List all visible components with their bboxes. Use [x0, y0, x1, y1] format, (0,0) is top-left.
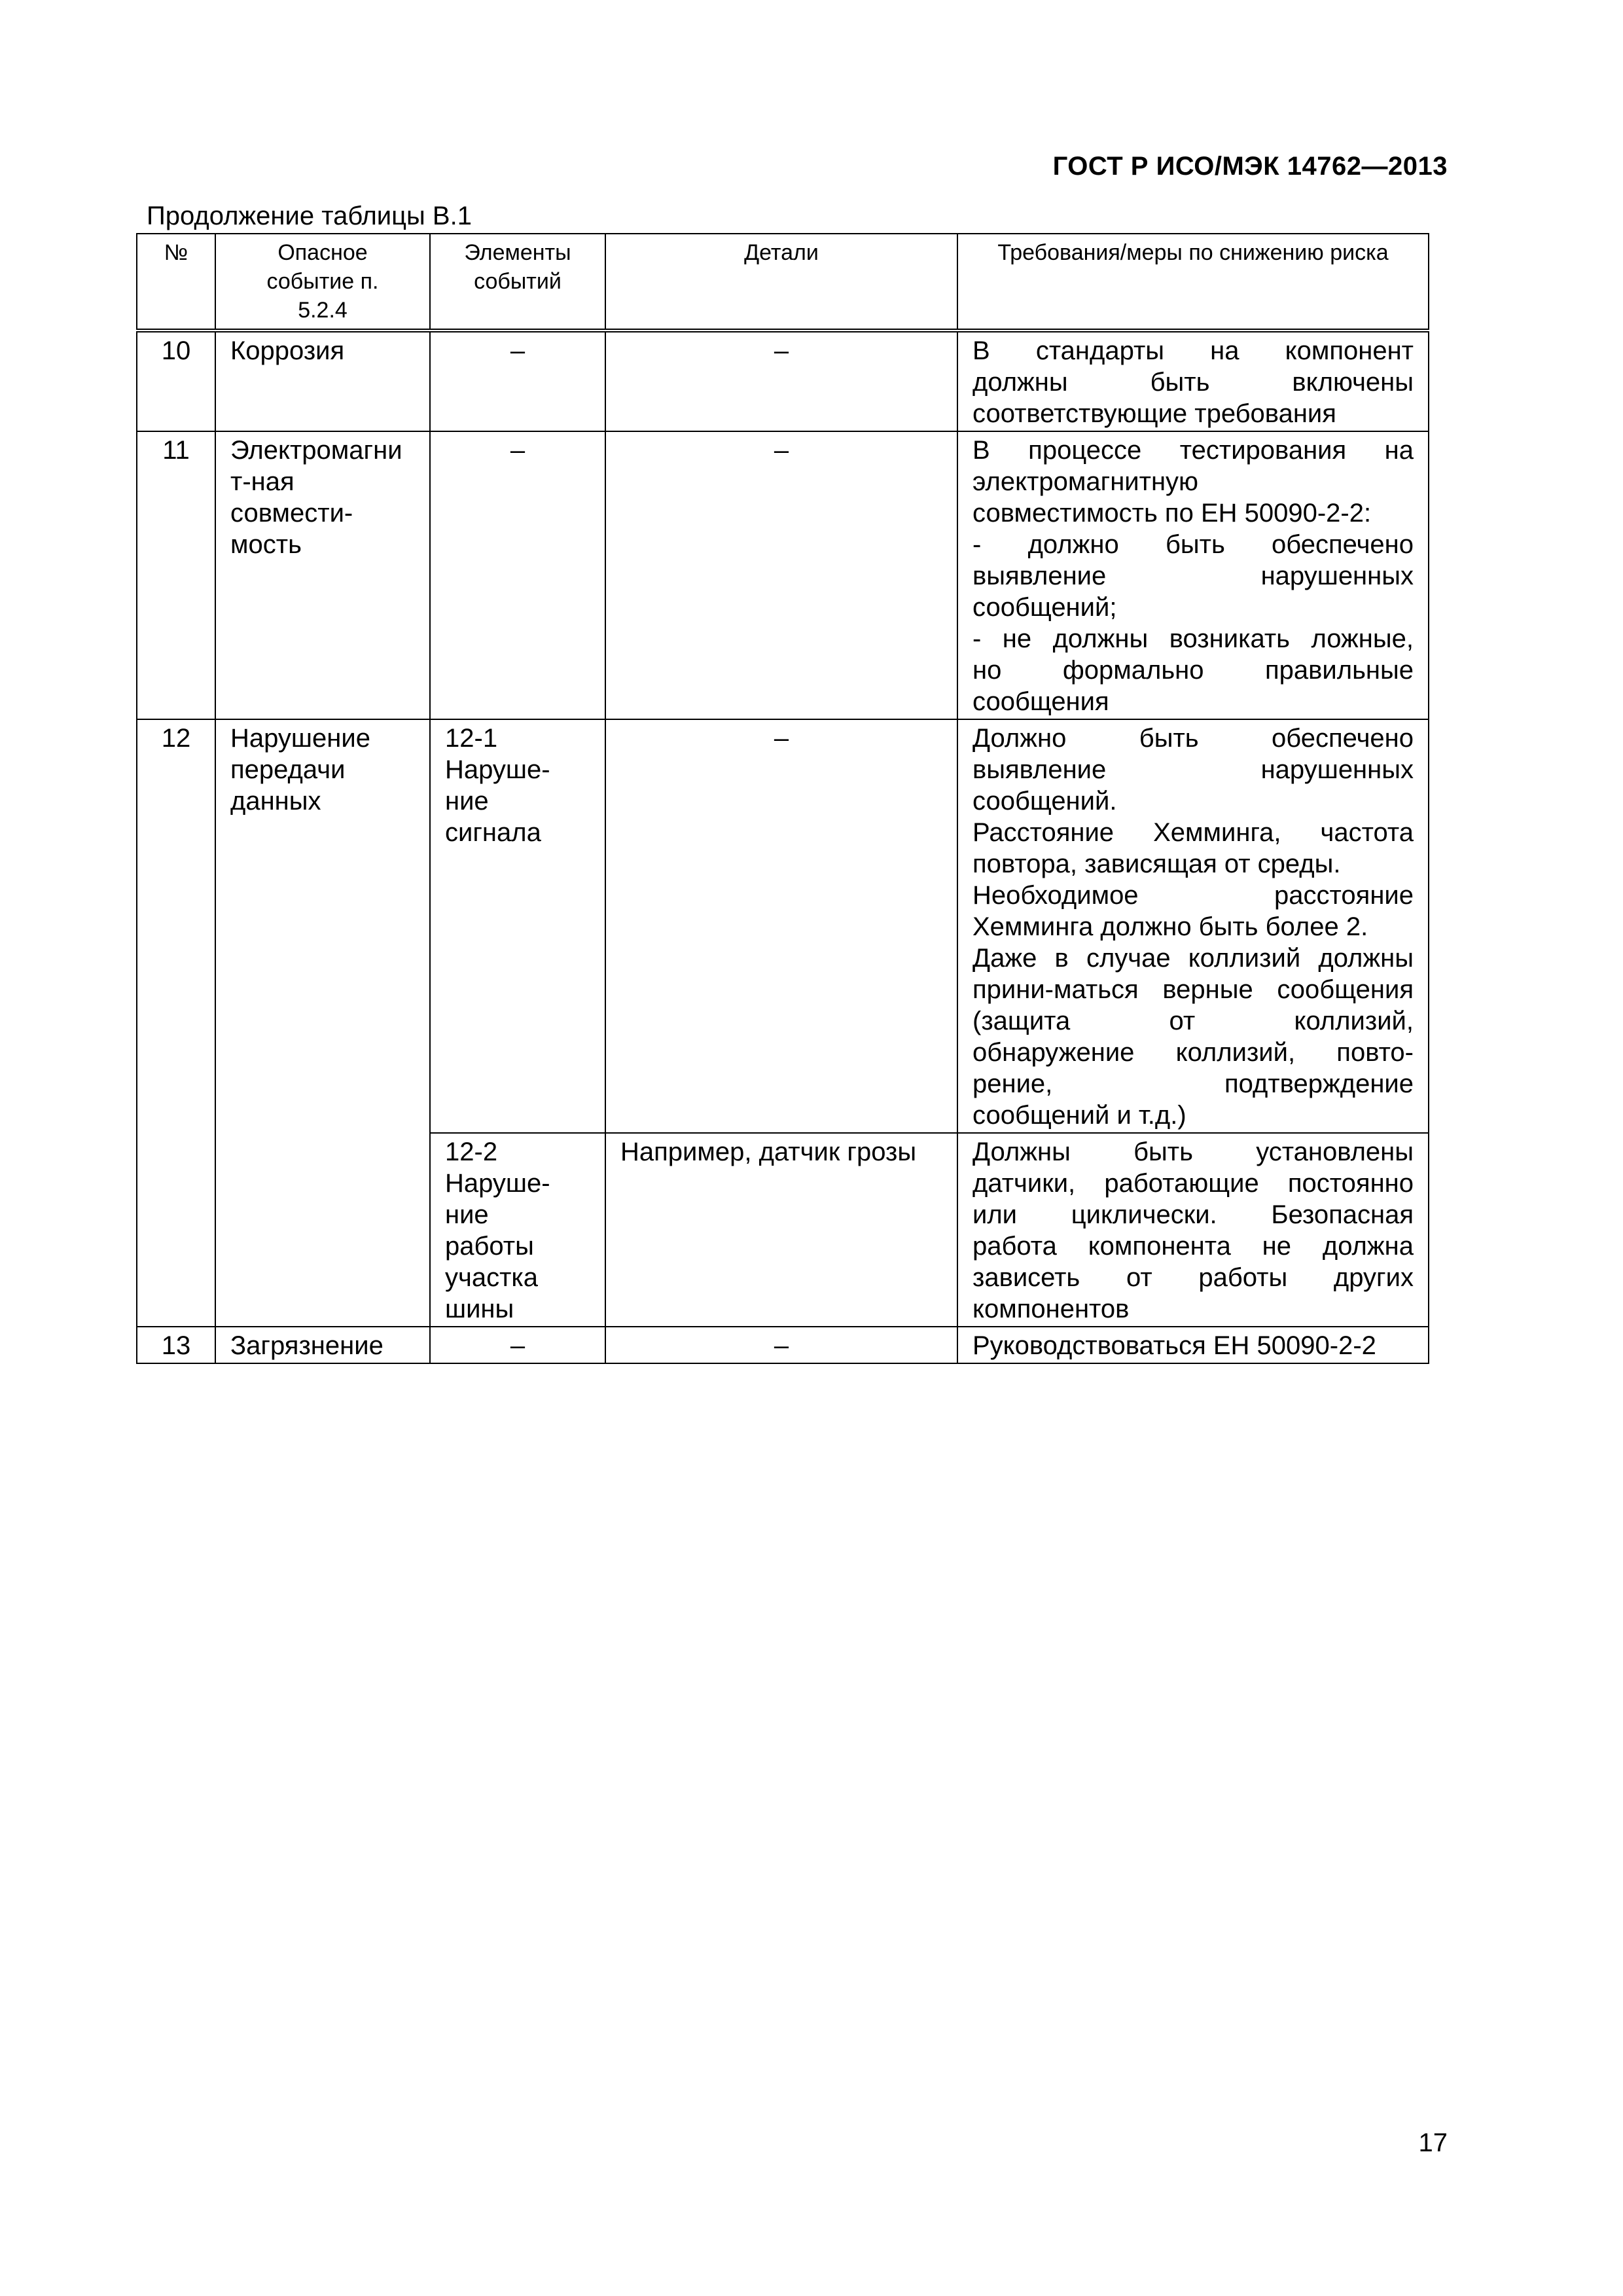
event-elements-cell	[430, 1327, 605, 1363]
hazard-event-cell	[215, 1327, 430, 1363]
cell-line: должны быть включены	[972, 368, 1414, 397]
measures-cell	[957, 331, 1429, 431]
cell-line: –	[510, 336, 526, 365]
cell-line: (защита от коллизий,	[972, 1007, 1414, 1035]
table-row	[137, 431, 1429, 719]
event-elements-cell	[430, 431, 605, 719]
cell-line: датчики, работающие постоянно	[972, 1169, 1414, 1198]
event-elements-cell	[430, 719, 605, 1133]
cell-line: Коррозия	[230, 336, 345, 365]
cell-line: - не должны возникать ложные,	[972, 624, 1414, 653]
header-line: Элементы	[464, 240, 571, 265]
cell-line: Хемминга должно быть более 2.	[972, 912, 1368, 941]
cell-line: данных	[230, 787, 321, 816]
cell-line: шины	[445, 1295, 514, 1323]
cell-line: Даже в случае коллизий должны	[972, 944, 1414, 973]
details-cell: –	[605, 331, 957, 431]
cell-line: передачи	[230, 755, 346, 784]
measures-cell	[957, 1327, 1429, 1363]
cell-line: зависеть от работы других	[972, 1263, 1414, 1292]
measures-cell	[957, 719, 1429, 1133]
table-row	[137, 719, 1429, 1133]
cell-line: выявление нарушенных	[972, 562, 1414, 590]
cell-line: соответствующие требования	[972, 399, 1336, 428]
cell-line: сообщений;	[972, 593, 1117, 622]
column-header-number: №	[137, 234, 215, 331]
table-row	[137, 1327, 1429, 1363]
row-number: 12	[137, 719, 215, 1327]
row-number: 11	[137, 431, 215, 719]
cell-line: но формально правильные	[972, 656, 1414, 685]
cell-line: Наруше-	[445, 755, 550, 784]
row-number: 13	[137, 1327, 215, 1363]
hazard-event-cell	[215, 719, 430, 1327]
table-caption: Продолжение таблицы В.1	[147, 202, 472, 230]
measures-cell	[957, 431, 1429, 719]
hazard-event-cell	[215, 331, 430, 431]
risk-table	[136, 233, 1429, 1364]
cell-line: обнаружение коллизий, повто-	[972, 1038, 1414, 1067]
cell-line: Наруше-	[445, 1169, 550, 1198]
table-row	[137, 331, 1429, 431]
details-cell: –	[605, 431, 957, 719]
cell-line: электромагнитную	[972, 467, 1199, 496]
cell-line: ние	[445, 787, 489, 816]
cell-line: совместимость по ЕН 50090-2-2:	[972, 499, 1372, 528]
cell-line: Расстояние Хемминга, частота	[972, 818, 1414, 847]
details-cell: –	[605, 719, 957, 1133]
cell-line: сообщений и т.д.)	[972, 1101, 1186, 1130]
cell-line: работа компонента не должна	[972, 1232, 1414, 1261]
cell-line: Электромагни	[230, 436, 402, 465]
cell-line: рение, подтверждение	[972, 1069, 1414, 1098]
cell-line: Нарушение	[230, 724, 370, 753]
cell-line: повтора, зависящая от среды.	[972, 850, 1341, 878]
cell-line: сообщения	[972, 687, 1109, 716]
cell-line: сигнала	[445, 818, 541, 847]
measures-cell	[957, 1133, 1429, 1327]
cell-line: –	[510, 1331, 526, 1360]
cell-line: Загрязнение	[230, 1331, 383, 1360]
cell-line: прини-маться верные сообщения	[972, 975, 1414, 1004]
cell-line: компонентов	[972, 1295, 1130, 1323]
column-header-event-elements	[430, 234, 605, 331]
cell-line: В процессе тестирования на	[972, 436, 1414, 465]
cell-line: работы	[445, 1232, 534, 1261]
cell-line: участка	[445, 1263, 539, 1292]
cell-line: Должно быть обеспечено	[972, 724, 1414, 753]
cell-line: ние	[445, 1200, 489, 1229]
cell-line: сообщений.	[972, 787, 1117, 816]
page-number: 17	[1418, 2128, 1448, 2157]
cell-line: Необходимое расстояние	[972, 881, 1414, 910]
event-elements-cell	[430, 331, 605, 431]
header-line: Опасное	[277, 240, 368, 265]
details-cell: Например, датчик грозы	[605, 1133, 957, 1327]
table-header-row	[137, 234, 1429, 331]
cell-line: 12-2	[445, 1138, 498, 1166]
header-line: событие п.	[266, 269, 379, 294]
event-elements-cell	[430, 1133, 605, 1327]
document-code-header: ГОСТ Р ИСО/МЭК 14762—2013	[1052, 152, 1448, 181]
row-number: 10	[137, 331, 215, 431]
column-header-details: Детали	[605, 234, 957, 331]
cell-line: выявление нарушенных	[972, 755, 1414, 784]
cell-line: или циклически. Безопасная	[972, 1200, 1414, 1229]
cell-line: мость	[230, 530, 302, 559]
cell-line: т-ная	[230, 467, 294, 496]
cell-line: В стандарты на компонент	[972, 336, 1414, 365]
cell-line: совмести-	[230, 499, 353, 528]
column-header-measures: Требования/меры по снижению риска	[957, 234, 1429, 331]
header-line: 5.2.4	[298, 298, 348, 323]
column-header-hazard-event	[215, 234, 430, 331]
cell-line: –	[510, 436, 526, 465]
cell-line: Руководствоваться ЕН 50090-2-2	[972, 1331, 1376, 1360]
header-line: событий	[474, 269, 562, 294]
details-cell: –	[605, 1327, 957, 1363]
cell-line: 12-1	[445, 724, 498, 753]
cell-line: - должно быть обеспечено	[972, 530, 1414, 559]
cell-line: Должны быть установлены	[972, 1138, 1414, 1166]
hazard-event-cell	[215, 431, 430, 719]
